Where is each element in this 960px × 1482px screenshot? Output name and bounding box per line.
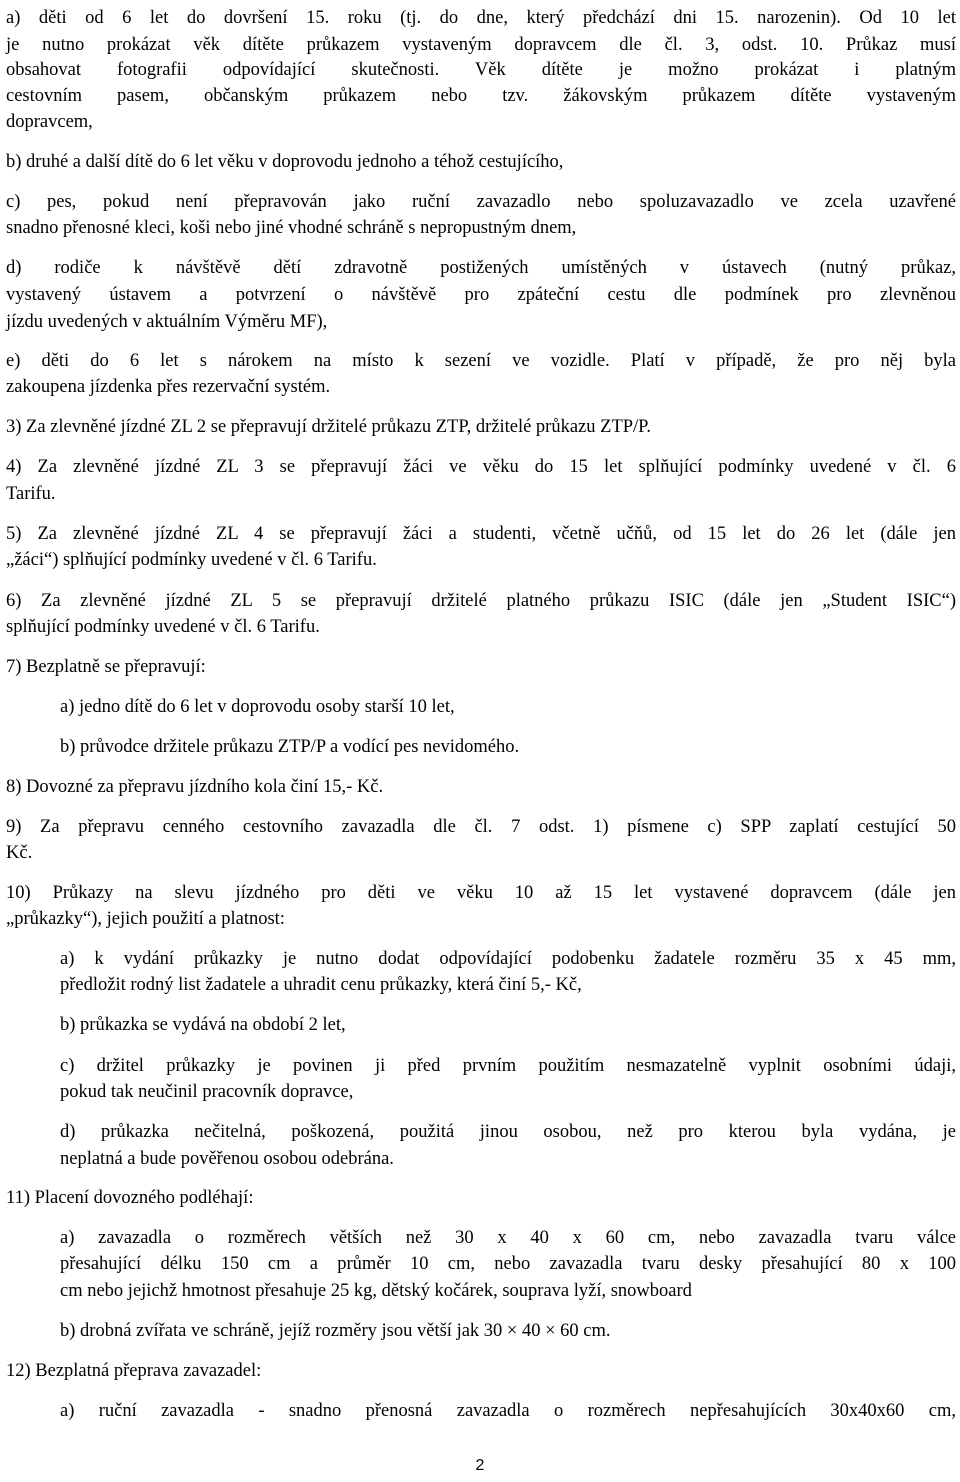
text-line: a) děti od 6 let do dovršení 15. roku (tj. do dne, který předchází dni 15. narozenin). Od 10 let: [6, 8, 956, 28]
text-line: c) držitel průkazky je povinen ji před prvním použitím nesmazatelně vyplnit osobními údaji,: [60, 1056, 956, 1076]
text-line: je nutno prokázat věk dítěte průkazem vystaveným dopravcem dle čl. 3, odst. 10. Průkaz musí: [6, 35, 956, 55]
text-line: 6) Za zlevněné jízdné ZL 5 se přepravují držitelé platného průkazu ISIC (dále jen „Student ISIC“): [6, 591, 956, 611]
text-line: Kč.: [6, 843, 33, 863]
text-line: a) k vydání průkazky je nutno dodat odpovídající podobenku žadatele rozměru 35 x 45 mm,: [60, 949, 956, 969]
text-line: snadno přenosné kleci, koši nebo jiné vhodné schráně s nepropustným dnem,: [6, 218, 577, 238]
text-line: přesahující délku 150 cm a průměr 10 cm, nebo zavazadla tvaru desky přesahující 80 x 100: [60, 1254, 956, 1274]
text-line: obsahovat fotografii odpovídající skutečnosti. Věk dítěte je možno prokázat i platným: [6, 60, 956, 80]
text-line: Tarifu.: [6, 484, 56, 504]
text-line: e) děti do 6 let s nárokem na místo k sezení ve vozidle. Platí v případě, že pro něj byla: [6, 351, 956, 371]
text-line: 8) Dovozné za přepravu jízdního kola činí 15,- Kč.: [6, 777, 384, 797]
text-line: 12) Bezplatná přeprava zavazadel:: [6, 1361, 262, 1381]
text-line: d) rodiče k návštěvě dětí zdravotně postižených umístěných v ústavech (nutný průkaz,: [6, 258, 956, 278]
text-line: b) průkazka se vydává na období 2 let,: [60, 1015, 346, 1035]
text-line: 10) Průkazy na slevu jízdného pro děti ve věku 10 až 15 let vystavené dopravcem (dále jen: [6, 883, 956, 903]
text-line: cestovním pasem, občanským průkazem nebo tzv. žákovským průkazem dítěte vystaveným: [6, 86, 956, 106]
text-line: splňující podmínky uvedené v čl. 6 Tarifu.: [6, 617, 320, 637]
text-line: předložit rodný list žadatele a uhradit cenu průkazky, která činí 5,- Kč,: [60, 975, 582, 995]
text-line: a) zavazadla o rozměrech větších než 30 x 40 x 60 cm, nebo zavazadla tvaru válce: [60, 1228, 956, 1248]
text-line: c) pes, pokud není přepravován jako ruční zavazadlo nebo spoluzavazadlo ve zcela uzavřené: [6, 192, 956, 212]
text-line: d) průkazka nečitelná, poškozená, použitá jinou osobou, než pro kterou byla vydána, je: [60, 1122, 956, 1142]
text-line: neplatná a bude pověřenou osobou odebrána.: [60, 1149, 394, 1169]
text-line: 5) Za zlevněné jízdné ZL 4 se přepravují žáci a studenti, včetně učňů, od 15 let do 26 let (dále jen: [6, 524, 956, 544]
text-line: a) jedno dítě do 6 let v doprovodu osoby starší 10 let,: [60, 697, 455, 717]
text-line: vystavený ústavem a potvrzení o návštěvě pro zpáteční cestu dle podmínek pro zlevněnou: [6, 285, 956, 305]
text-line: „žáci“) splňující podmínky uvedené v čl. 6 Tarifu.: [6, 550, 377, 570]
page-number: 2: [475, 1457, 485, 1474]
text-line: 4) Za zlevněné jízdné ZL 3 se přepravují žáci ve věku do 15 let splňující podmínky uvedené v čl. 6: [6, 457, 956, 477]
text-line: 9) Za přepravu cenného cestovního zavazadla dle čl. 7 odst. 1) písmene c) SPP zaplatí cestující 50: [6, 817, 956, 837]
text-line: 7) Bezplatně se přepravují:: [6, 657, 206, 677]
text-line: b) průvodce držitele průkazu ZTP/P a vodící pes nevidomého.: [60, 737, 520, 757]
text-line: jízdu uvedených v aktuálním Výměru MF),: [6, 312, 328, 332]
text-line: dopravcem,: [6, 112, 93, 132]
text-line: b) drobná zvířata ve schráně, jejíž rozměry jsou větší jak 30 × 40 × 60 cm.: [60, 1321, 611, 1341]
text-line: pokud tak neučinil pracovník dopravce,: [60, 1082, 354, 1102]
text-line: a) ruční zavazadla - snadno přenosná zavazadla o rozměrech nepřesahujících 30x40x60 cm,: [60, 1401, 956, 1421]
text-line: 3) Za zlevněné jízdné ZL 2 se přepravují držitelé průkazu ZTP, držitelé průkazu ZTP/P.: [6, 417, 652, 437]
text-line: cm nebo jejichž hmotnost přesahuje 25 kg, dětský kočárek, souprava lyží, snowboard: [60, 1281, 692, 1301]
text-line: 11) Placení dovozného podléhají:: [6, 1188, 254, 1208]
text-line: b) druhé a další dítě do 6 let věku v doprovodu jednoho a téhož cestujícího,: [6, 152, 564, 172]
text-line: „průkazky“), jejich použití a platnost:: [6, 909, 285, 929]
text-line: zakoupena jízdenka přes rezervační systém.: [6, 377, 331, 397]
